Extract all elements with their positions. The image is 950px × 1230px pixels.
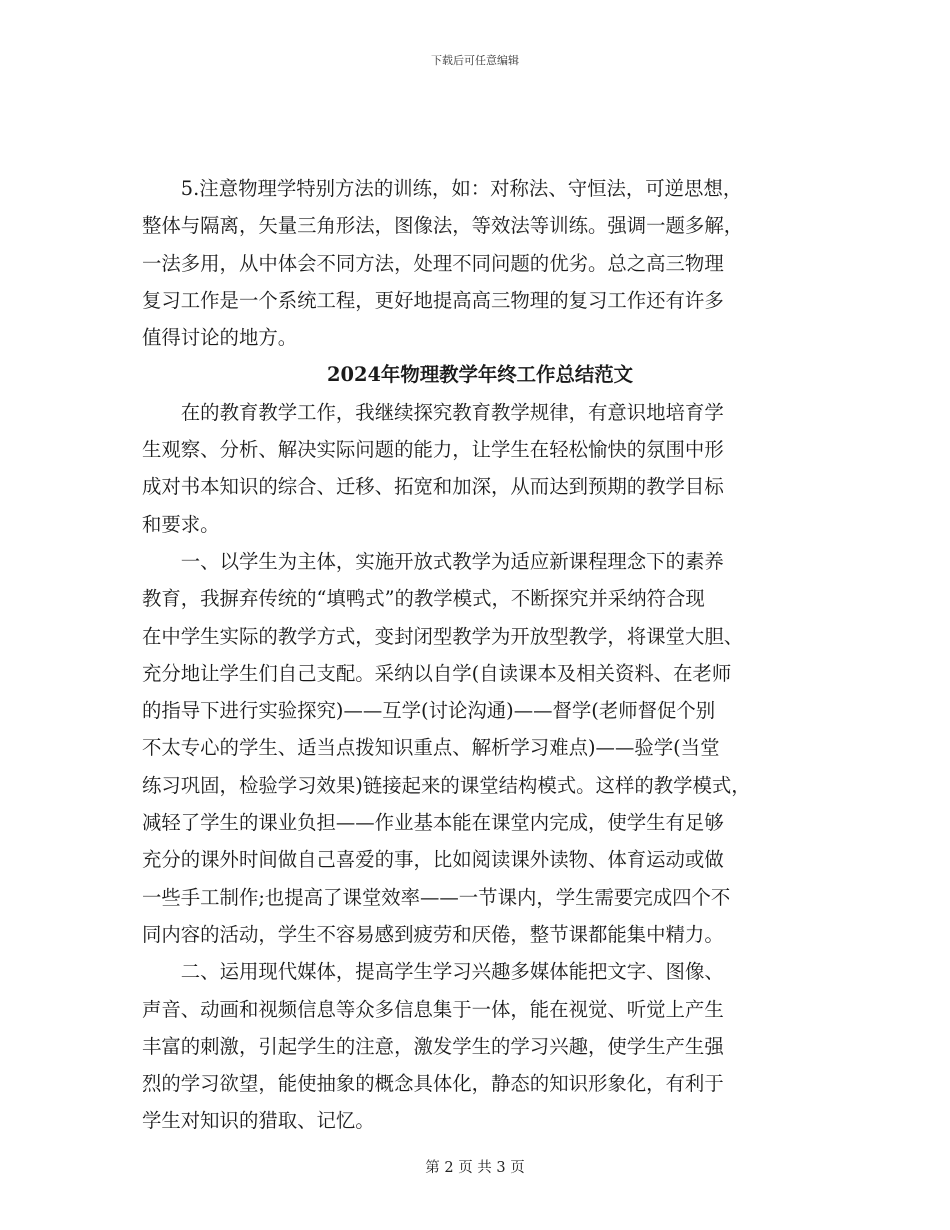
document-title: 2024年物理教学年终工作总结范文 <box>326 363 634 387</box>
document-body <box>142 170 818 1140</box>
paragraph-1: 在的教育教学工作，我继续探究教育教学规律，有意识地培育学 生观察、分析、解决实际问题的能力，让学生在轻松愉快的氛围中形 成对书本知识的综合、迁移、拓宽和加深，从而达到预期的教学目标 和要求。 <box>142 400 724 536</box>
page-number: 第 2 页 共 3 页 <box>425 1160 525 1176</box>
paragraph-2: 一、以学生为主体，实施开放式教学为适应新课程理念下的素养 教育，我摒弃传统的“填鸭式”的教学模式，不断探究并采纳符合现 在中学生实际的教学方式，变封闭型教学为开放型教学，将课堂大胆、 充分地让学生们自己支配。采纳以自学(自读课本及相关资料、在老师 的指导下进行实验探究)——互学(讨论沟通)——督学(老师督促个别 不太专心的学生、适当点拨知识重点、解析学习难点)——验学(当堂 练习巩固，检验学习效果)链接起来的课堂结构模式。这样的教学模式， 减轻了学生的课业负担——作业基本能在课堂内完成，使学生有足够 充分的课外时间做自己喜爱的事，比如阅读课外读物、体育运动或做 一些手工制作;也提高了课堂效率——一节课内，学生需要完成四个不 同内容的活动，学生不容易感到疲劳和厌倦，整节课都能集中精力。 <box>142 549 751 946</box>
paragraph-3: 二、运用现代媒体，提高学生学习兴趣多媒体能把文字、图像、 声音、动画和视频信息等众多信息集于一体，能在视觉、听觉上产生 丰富的刺激，引起学生的注意，激发学生的学习兴趣，使学生产生强 烈的学习欲望，能使抽象的概念具体化，静态的知识形象化，有利于 学生对知识的猎取、记忆。 <box>142 960 724 1133</box>
paragraph-intro: 5.注意物理学特别方法的训练，如：对称法、守恒法，可逆思想， 整体与隔离，矢量三角形法，图像法，等效法等训练。强调一题多解， 一法多用，从中体会不同方法，处理不同问题的优劣。总之高三物理 复习工作是一个系统工程，更好地提高高三物理的复习工作还有许多 值得讨论的地方。 <box>142 177 744 350</box>
page-header: 下载后可任意编辑 <box>431 54 519 67</box>
